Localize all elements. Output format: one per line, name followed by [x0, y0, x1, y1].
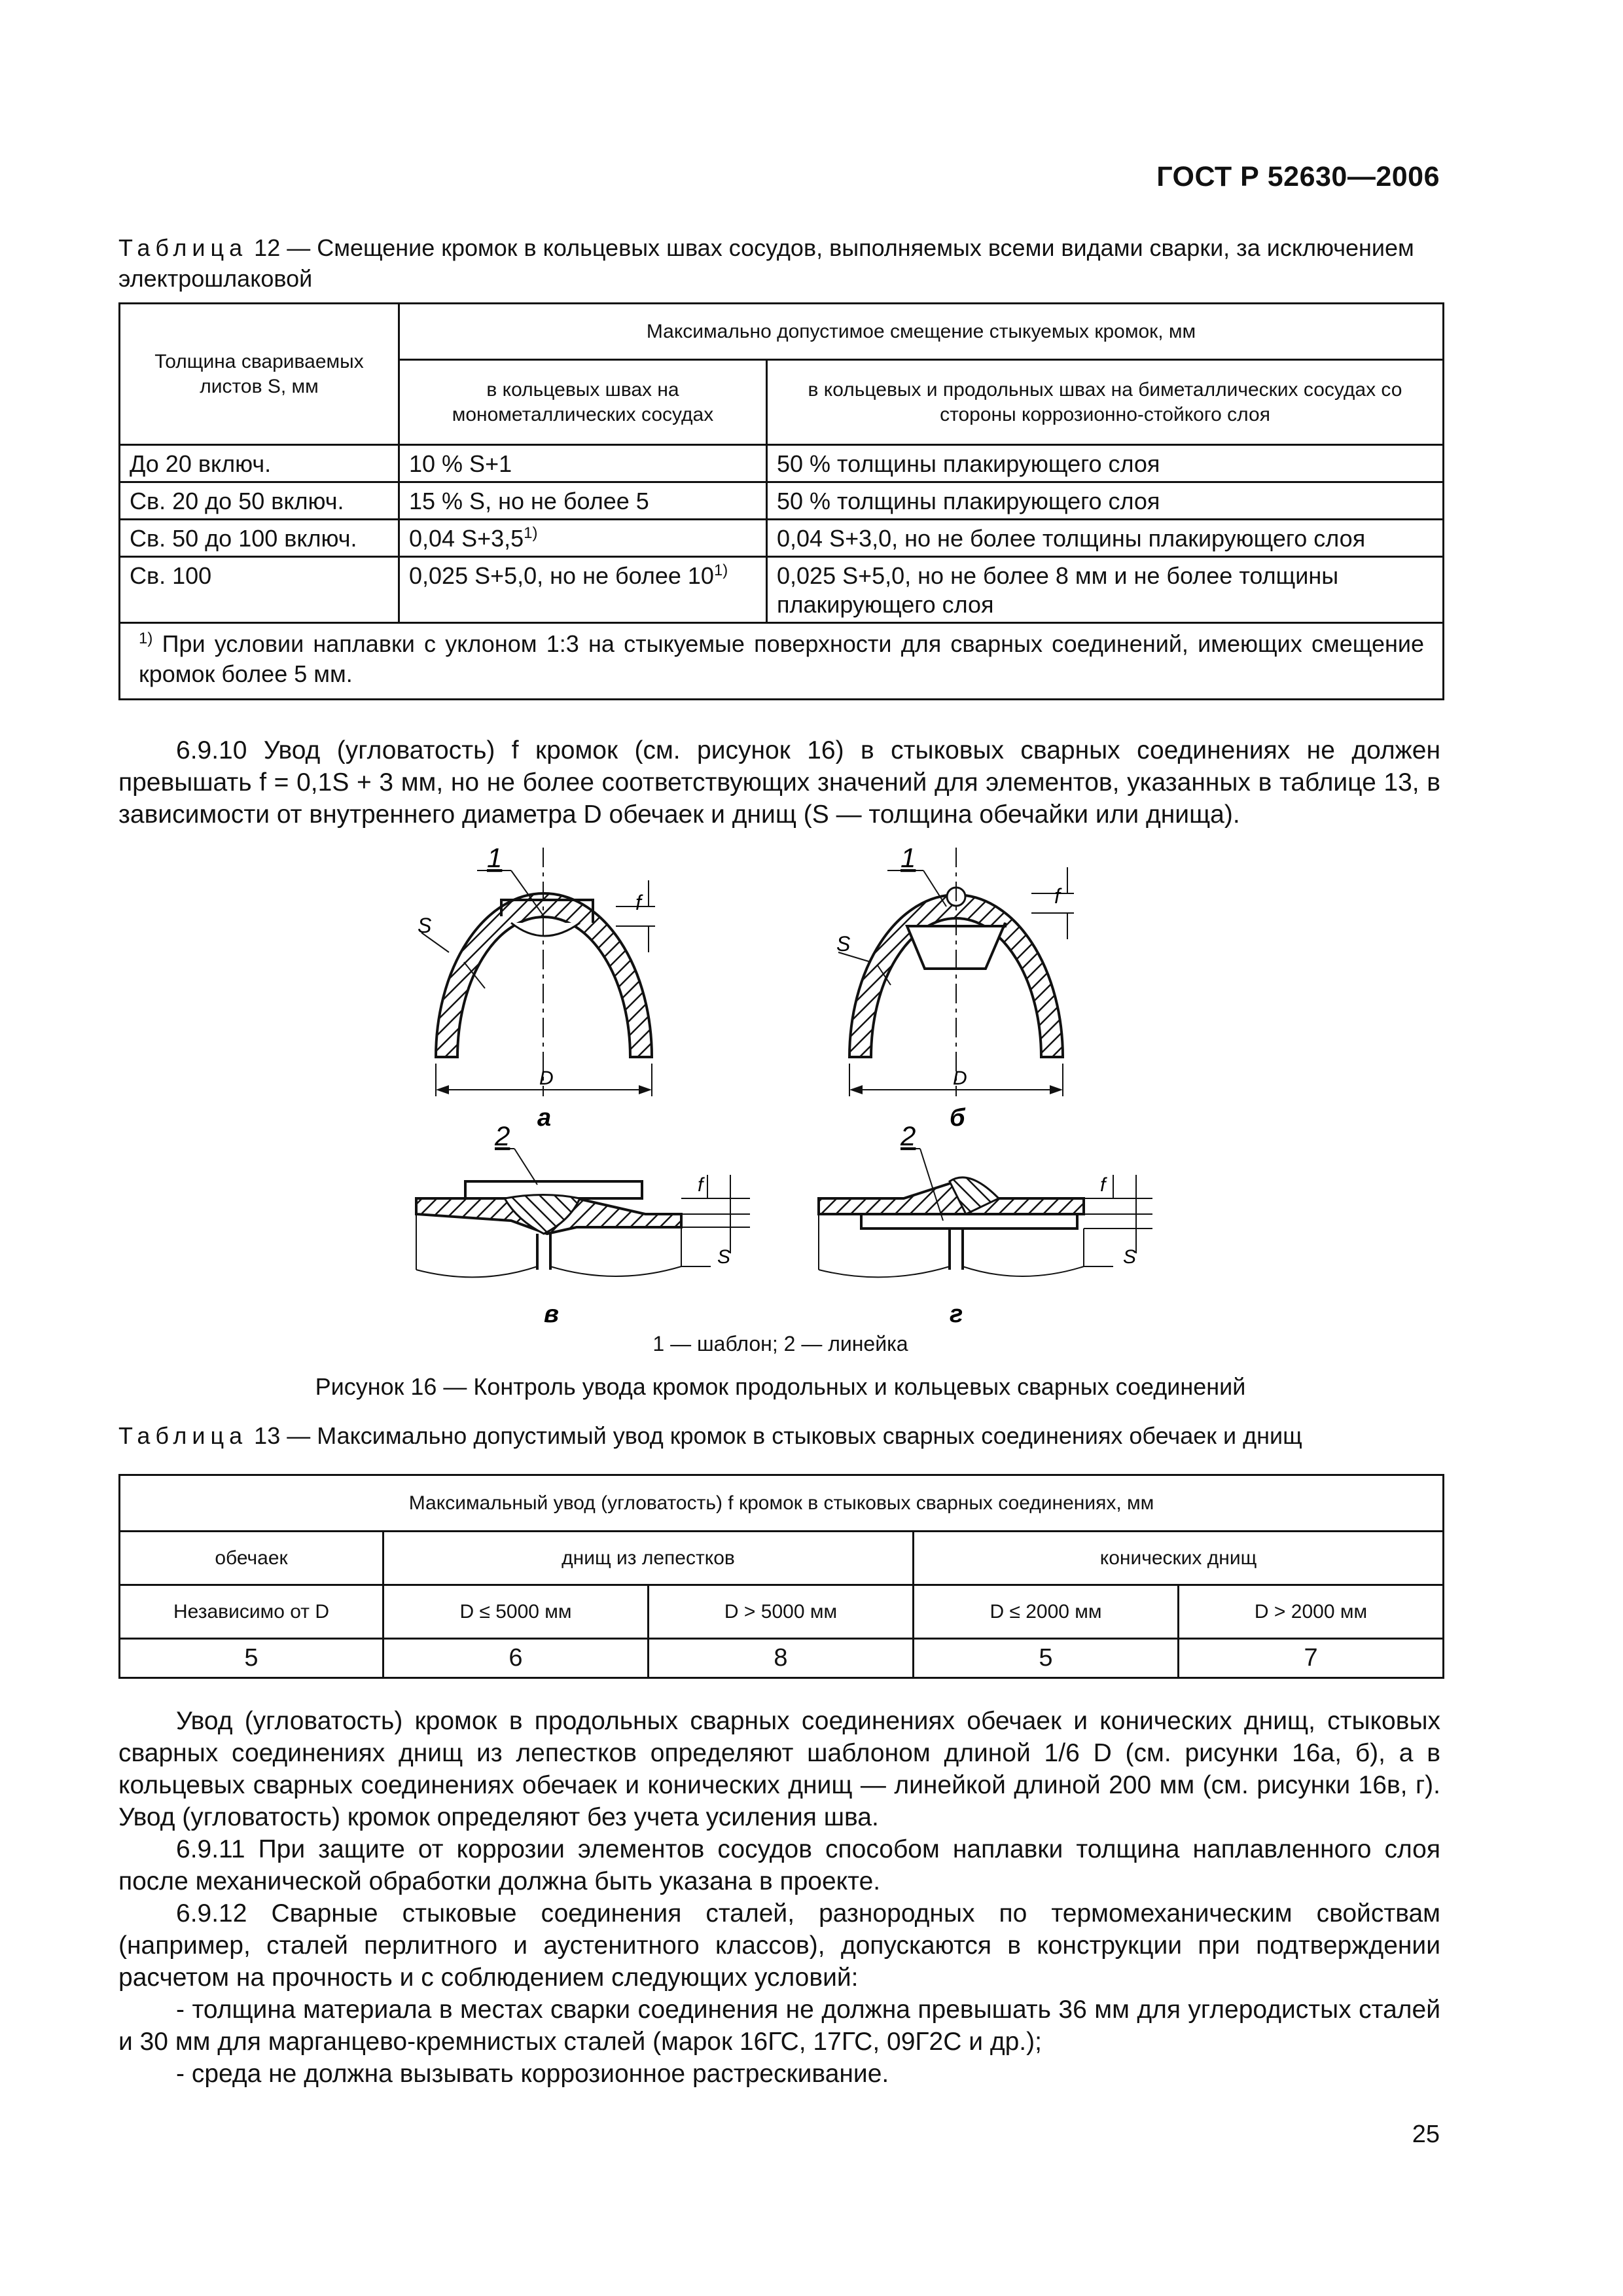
t12-cell: 10 % S+1	[399, 445, 767, 482]
t13-group: днищ из лепестков	[383, 1532, 914, 1585]
t12-cell	[399, 557, 767, 623]
fig-label-2g: 2	[901, 1121, 916, 1151]
t13-group: обечаек	[120, 1532, 383, 1585]
fig-label-2v: 2	[495, 1121, 510, 1151]
t13-value: 5	[120, 1639, 383, 1678]
table-row	[120, 445, 1444, 482]
t13-condition: D ≤ 5000 мм	[383, 1585, 649, 1639]
t12-footnote	[120, 623, 1444, 700]
fig-label-s-g: S	[1123, 1246, 1137, 1268]
fig-sublabel-g: г	[950, 1300, 963, 1328]
t12-cell-text: 0,04 S+3,5	[409, 525, 524, 552]
fig-label-d-a: D	[539, 1067, 554, 1089]
figure-16g	[819, 1149, 1152, 1277]
fig-label-d-b: D	[953, 1067, 967, 1089]
paragraph-uvod: Увод (угловатость) кромок в продольных сварных соединениях обечаек и конических днищ, стыковых сварных соединениях днищ из лепестков определяют шаблоном длиной 1/6 D (см. рисунки 16а, б), а в кольцевых сварных соединениях обечаек и конических днищ — линейкой длиной 200 мм (см. рисунки 16в, г). Увод (угловатость) кромок определяют без учета усиления шва.	[118, 1707, 1440, 1831]
paragraph-text: 6.9.10 Увод (угловатость) f кромок (см. рисунок 16) в стыковых сварных соединениях не должен превышать f = 0,1S + 3 мм, но не более соответствующих значений для элементов, указанных в таблице 13, в зависимости от внутреннего диаметра D обечаек и днищ (S — толщина обечайки или днища).	[118, 736, 1440, 829]
fig-sublabel-v: в	[544, 1300, 559, 1328]
table13-caption	[118, 1420, 1440, 1451]
fig-label-f-g: f	[1100, 1174, 1106, 1196]
table-row	[120, 557, 1444, 623]
t13-value: 7	[1179, 1639, 1444, 1678]
fig-label-f-v: f	[698, 1174, 704, 1196]
table-row	[120, 520, 1444, 557]
fig-label-1a: 1	[487, 842, 503, 873]
t13-condition: Независимо от D	[120, 1585, 383, 1639]
t13-condition: D > 5000 мм	[649, 1585, 914, 1639]
t13-value: 6	[383, 1639, 649, 1678]
t13-group: конических днищ	[914, 1532, 1444, 1585]
t12-cell: 15 % S, но не более 5	[399, 482, 767, 520]
list-item: - толщина материала в местах сварки соединения не должна превышать 36 мм для углеродистых сталей и 30 мм для марганцево-кремнистых сталей (марок 16ГС, 17ГС, 09Г2С и др.);	[118, 1996, 1440, 2056]
t13-condition: D ≤ 2000 мм	[914, 1585, 1179, 1639]
figure-16v	[416, 1149, 750, 1277]
table12-caption-prefix: Таблица	[118, 234, 248, 261]
fig-sublabel-a: а	[537, 1104, 552, 1132]
t12-col-group: Максимально допустимое смещение стыкуемых кромок, мм	[399, 304, 1444, 360]
table12-caption	[118, 232, 1440, 294]
t12-cell-text: 0,025 S+5,0, но не более 10	[409, 562, 714, 589]
fig-label-s-a: S	[418, 914, 432, 937]
list-item: - среда не должна вызывать коррозионное растрескивание.	[176, 2060, 889, 2088]
t12-cell: Св. 50 до 100 включ.	[120, 520, 399, 557]
table-row	[120, 1639, 1444, 1678]
t12-cell: Св. 100	[120, 557, 399, 623]
table-12	[118, 302, 1444, 700]
table12-caption-text: 12 — Смещение кромок в кольцевых швах сосудов, выполняемых всеми видами сварки, за исключением электрошлаковой	[118, 234, 1414, 292]
fig-label-s-v: S	[717, 1246, 731, 1268]
t12-cell: 0,04 S+3,0, но не более толщины плакирующего слоя	[767, 520, 1444, 557]
t13-value: 5	[914, 1639, 1179, 1678]
fig-label-f-b: f	[1054, 884, 1060, 908]
figure-16b	[838, 848, 1074, 1096]
table-13	[118, 1474, 1444, 1679]
t13-condition: D > 2000 мм	[1179, 1585, 1444, 1639]
footnote-ref: 1)	[524, 524, 538, 542]
figure-title: Рисунок 16 — Контроль увода кромок продольных и кольцевых сварных соединений	[315, 1373, 1246, 1400]
paragraph-6-9-10	[118, 734, 1440, 831]
t12-footnote-text: При условии наплавки с уклоном 1:3 на стыкуемые поверхности для сварных соединений, имеющих смещение кромок более 5 мм.	[139, 630, 1425, 687]
fig-sublabel-b: б	[950, 1104, 965, 1132]
t12-col-thickness: Толщина свариваемых листов S, мм	[120, 304, 399, 445]
t13-value: 8	[649, 1639, 914, 1678]
paragraph-6-9-12: 6.9.12 Сварные стыковые соединения сталей, разнородных по термомеханическим свойствам (например, сталей перлитного и аустенитного классов), допускаются в конструкции при подтверждении расчетом на прочность и с соблюдением следующих условий:	[118, 1899, 1440, 1992]
t13-header: Максимальный увод (угловатость) f кромок в стыковых сварных соединениях, мм	[120, 1475, 1444, 1532]
t12-cell	[399, 520, 767, 557]
document-header: ГОСТ Р 52630—2006	[1156, 161, 1440, 192]
t12-col-mono: в кольцевых швах на монометаллических сосудах	[399, 360, 767, 445]
t12-cell: 0,025 S+5,0, но не более 8 мм и не более толщины плакирующего слоя	[767, 557, 1444, 623]
figure-legend: 1 — шаблон; 2 — линейка	[652, 1332, 908, 1355]
table-row	[120, 482, 1444, 520]
t12-cell: 50 % толщины плакирующего слоя	[767, 445, 1444, 482]
t12-col-bimetal: в кольцевых и продольных швах на биметаллических сосудах со стороны коррозионно-стойкого слоя	[767, 360, 1444, 445]
t12-cell: До 20 включ.	[120, 445, 399, 482]
page-number: 25	[1412, 2121, 1440, 2148]
footnote-mark: 1)	[139, 630, 153, 647]
fig-label-s-b: S	[836, 932, 851, 956]
fig-label-f-a: f	[635, 891, 641, 914]
t12-cell: 50 % толщины плакирующего слоя	[767, 482, 1444, 520]
footnote-ref: 1)	[713, 562, 728, 579]
t12-cell: Св. 20 до 50 включ.	[120, 482, 399, 520]
figure-16	[118, 834, 1442, 1489]
table13-caption-text: 13 — Максимально допустимый увод кромок в стыковых сварных соединениях обечаек и днищ	[254, 1422, 1302, 1449]
fig-label-1b: 1	[901, 842, 916, 873]
figure-16-drawing	[118, 834, 1442, 1338]
figure-16a	[421, 834, 655, 1096]
paragraph-6-9-11: 6.9.11 При защите от коррозии элементов сосудов способом наплавки толщина наплавленного слоя после механической обработки должна быть указана в проекте.	[118, 1835, 1440, 1895]
table-row	[120, 1585, 1444, 1639]
body-text	[118, 1705, 1440, 2090]
table13-caption-prefix: Таблица	[118, 1422, 248, 1449]
